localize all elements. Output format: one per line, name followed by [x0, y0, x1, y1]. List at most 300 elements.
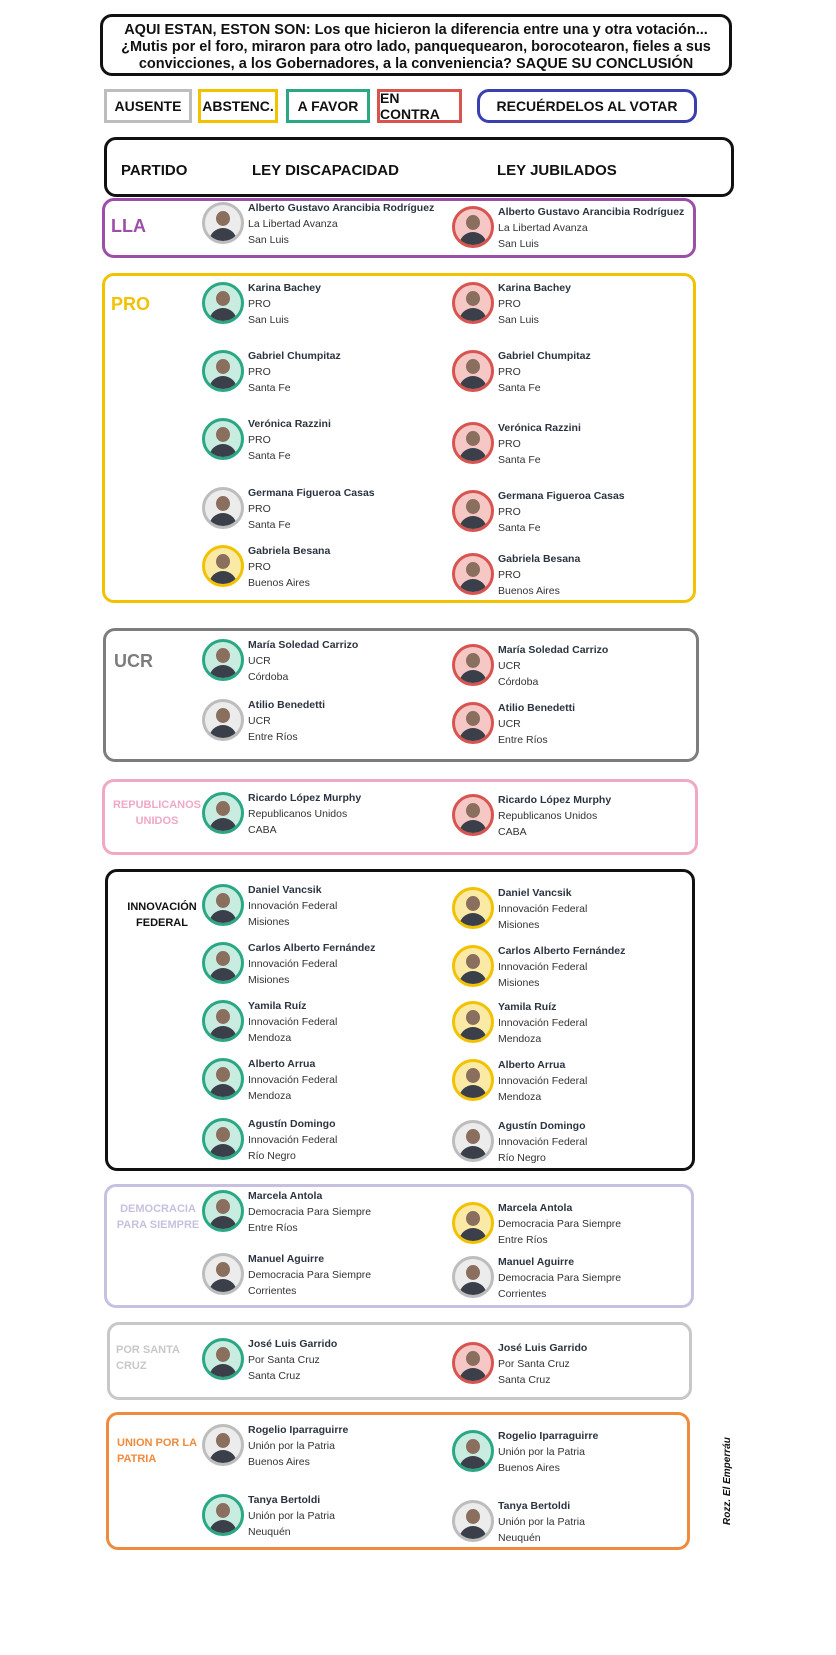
- avatar-head-shape: [466, 1265, 480, 1280]
- legislator-name: Germana Figueroa Casas: [248, 487, 375, 499]
- legislator-name: Tanya Bertoldi: [498, 1500, 571, 1512]
- avatar: [452, 282, 494, 324]
- legislator-party: PRO: [498, 569, 521, 581]
- legislator-name: Manuel Aguirre: [498, 1256, 575, 1268]
- legislator-info: [248, 416, 331, 464]
- legislator-info: [248, 485, 375, 533]
- legislator-info: [498, 885, 587, 933]
- legislator-info: [248, 940, 375, 988]
- avatar-body-shape: [459, 1085, 487, 1101]
- avatar-head-shape: [216, 1433, 230, 1448]
- avatar: [202, 1494, 244, 1536]
- legislator-card-discapacidad: [202, 1251, 462, 1307]
- legislator-name: Carlos Alberto Fernández: [248, 942, 376, 954]
- avatar: [452, 553, 494, 595]
- legislator-province: Santa Fe: [498, 454, 541, 466]
- avatar-body-shape: [209, 1216, 237, 1232]
- avatar-head-shape: [216, 1503, 230, 1518]
- avatar: [452, 644, 494, 686]
- avatar-head-shape: [216, 708, 230, 723]
- avatar: [202, 699, 244, 741]
- legislator-party: Unión por la Patria: [498, 1516, 585, 1528]
- avatar-head-shape: [466, 215, 480, 230]
- legend-ausente: [104, 89, 192, 123]
- legislator-name: Gabriel Chumpitaz: [498, 350, 591, 362]
- legislator-card-discapacidad: [202, 1336, 462, 1392]
- legislator-card-discapacidad: [202, 1056, 462, 1112]
- legislator-info: [248, 1188, 371, 1236]
- legend-a-favor-label: A FAVOR: [297, 98, 359, 114]
- avatar-body-shape: [209, 1144, 237, 1160]
- avatar: [202, 418, 244, 460]
- avatar: [452, 206, 494, 248]
- avatar-body-shape: [459, 670, 487, 686]
- legislator-province: Santa Fe: [248, 382, 291, 394]
- legislator-card-discapacidad: [202, 637, 462, 693]
- legislator-party: UCR: [498, 660, 521, 672]
- legislator-province: CABA: [248, 824, 277, 836]
- avatar: [452, 1059, 494, 1101]
- avatar: [202, 1338, 244, 1380]
- avatar: [202, 1424, 244, 1466]
- legislator-province: Misiones: [248, 916, 290, 928]
- avatar-head-shape: [216, 801, 230, 816]
- legislator-province: Entre Ríos: [248, 1222, 298, 1234]
- avatar-body-shape: [459, 448, 487, 464]
- headline-text: AQUI ESTAN, ESTON SON: Los que hicieron la diferencia entre una y otra votación... ¿Mutis por el foro, miraron para otro lado, panquequearon, borocotearon, fieles a sus convicciones, a los Gobernadores, a la conveniencia? SAQUE SU CONCLUSIÓN: [121, 22, 711, 72]
- legislator-name: Karina Bachey: [248, 282, 321, 294]
- legislator-info: [498, 999, 587, 1047]
- avatar: [202, 282, 244, 324]
- legislator-province: San Luis: [498, 238, 539, 250]
- legislator-name: Karina Bachey: [498, 282, 571, 294]
- legislator-party: Republicanos Unidos: [248, 808, 348, 820]
- avatar-body-shape: [459, 913, 487, 929]
- legislator-info: [498, 420, 581, 468]
- avatar-body-shape: [459, 971, 487, 987]
- avatar-body-shape: [209, 665, 237, 681]
- legislator-party: UCR: [498, 718, 521, 730]
- avatar-head-shape: [216, 1262, 230, 1277]
- avatar-head-shape: [216, 1347, 230, 1362]
- legislator-info: [498, 488, 625, 536]
- avatar: [202, 1118, 244, 1160]
- avatar-head-shape: [216, 1127, 230, 1142]
- legislator-province: Buenos Aires: [498, 585, 560, 597]
- legislator-card-jubilados: [452, 885, 712, 941]
- avatar-head-shape: [466, 711, 480, 726]
- legislator-name: Gabriela Besana: [248, 545, 331, 557]
- legislator-party: Republicanos Unidos: [498, 810, 598, 822]
- legislator-party: Innovación Federal: [248, 1074, 338, 1086]
- legislator-party: PRO: [248, 298, 271, 310]
- legislator-card-jubilados: [452, 700, 712, 756]
- avatar-head-shape: [466, 291, 480, 306]
- legislator-info: [248, 637, 358, 685]
- avatar: [452, 1202, 494, 1244]
- party-label-pro: PRO: [111, 294, 151, 314]
- legislator-name: Alberto Gustavo Arancibia Rodríguez: [498, 206, 685, 218]
- column-ley-jubilados: LEY JUBILADOS: [497, 162, 617, 179]
- avatar-body-shape: [209, 1364, 237, 1380]
- avatar: [202, 1058, 244, 1100]
- legislator-name: Atilio Benedetti: [498, 702, 576, 714]
- legislator-party: Unión por la Patria: [498, 1446, 585, 1458]
- legislator-card-jubilados: [452, 280, 712, 336]
- legislator-card-jubilados: [452, 1428, 712, 1484]
- legislator-party: Innovación Federal: [498, 961, 588, 973]
- legislator-info: [498, 204, 684, 252]
- legislator-province: Santa Fe: [498, 522, 541, 534]
- avatar-head-shape: [466, 653, 480, 668]
- avatar-body-shape: [209, 1084, 237, 1100]
- avatar: [202, 1000, 244, 1042]
- legislator-info: [248, 790, 361, 838]
- legend-recuerdelos-label: RECUÉRDELOS AL VOTAR: [496, 98, 678, 114]
- avatar-body-shape: [209, 910, 237, 926]
- legislator-name: Daniel Vancsik: [248, 884, 322, 896]
- legislator-card-discapacidad: [202, 1188, 462, 1244]
- legislator-card-discapacidad: [202, 280, 462, 336]
- legislator-card-discapacidad: [202, 416, 462, 472]
- legislator-name: Gabriela Besana: [498, 553, 581, 565]
- legislator-province: Santa Fe: [248, 450, 291, 462]
- legislator-province: Santa Fe: [498, 382, 541, 394]
- avatar-body-shape: [459, 1027, 487, 1043]
- legislator-card-jubilados: [452, 642, 712, 698]
- avatar: [452, 702, 494, 744]
- legislator-info: [498, 280, 571, 328]
- legislator-province: Misiones: [498, 919, 540, 931]
- legislator-party: Innovación Federal: [498, 903, 588, 915]
- legislator-name: Germana Figueroa Casas: [498, 490, 625, 502]
- party-label-santa-cruz: POR SANTA CRUZ: [116, 1344, 180, 1372]
- avatar: [452, 350, 494, 392]
- legislator-province: Entre Ríos: [498, 1234, 548, 1246]
- avatar: [202, 202, 244, 244]
- legislator-party: Democracia Para Siempre: [498, 1218, 622, 1230]
- avatar: [202, 942, 244, 984]
- legislator-party: Democracia Para Siempre: [248, 1206, 372, 1218]
- legislator-card-discapacidad: [202, 998, 462, 1054]
- legislator-card-discapacidad: [202, 1492, 462, 1548]
- avatar: [452, 490, 494, 532]
- legislator-party: PRO: [498, 366, 521, 378]
- avatar: [452, 1430, 494, 1472]
- legislator-card-jubilados: [452, 999, 712, 1055]
- legislator-party: UCR: [248, 715, 271, 727]
- avatar-body-shape: [209, 228, 237, 244]
- headline-box: [100, 14, 732, 76]
- legislator-card-discapacidad: [202, 543, 462, 599]
- legislator-info: [498, 1254, 621, 1302]
- legend-abstenc-label: ABSTENC.: [202, 98, 274, 114]
- legislator-name: Yamila Ruíz: [248, 1000, 307, 1012]
- legislator-party: Innovación Federal: [248, 1016, 338, 1028]
- legend-recuerdelos: [477, 89, 697, 123]
- avatar-body-shape: [209, 1450, 237, 1466]
- legislator-name: Yamila Ruíz: [498, 1001, 557, 1013]
- legislator-card-jubilados: [452, 420, 712, 476]
- legislator-province: Neuquén: [498, 1532, 541, 1544]
- legislator-province: Misiones: [498, 977, 540, 989]
- legislator-province: Mendoza: [498, 1091, 542, 1103]
- avatar-body-shape: [459, 376, 487, 392]
- legislator-name: Gabriel Chumpitaz: [248, 350, 341, 362]
- avatar-body-shape: [209, 1026, 237, 1042]
- legislator-info: [248, 1056, 337, 1104]
- legislator-name: Alberto Arrua: [498, 1059, 566, 1071]
- column-ley-discapacidad: LEY DISCAPACIDAD: [252, 162, 399, 179]
- legislator-province: San Luis: [498, 314, 539, 326]
- avatar-head-shape: [216, 1009, 230, 1024]
- legislator-province: Entre Ríos: [248, 731, 298, 743]
- legislator-card-jubilados: [452, 1340, 712, 1396]
- legislator-info: [498, 1428, 598, 1476]
- legislator-info: [248, 882, 337, 930]
- legislator-info: [248, 697, 325, 745]
- avatar: [202, 1253, 244, 1295]
- legislator-card-jubilados: [452, 1498, 712, 1554]
- avatar-head-shape: [466, 1509, 480, 1524]
- legislator-info: [248, 998, 337, 1046]
- avatar-body-shape: [209, 571, 237, 587]
- legislator-name: José Luis Garrido: [248, 1338, 338, 1350]
- legislator-name: Rogelio Iparraguirre: [248, 1424, 349, 1436]
- legislator-province: Santa Fe: [248, 519, 291, 531]
- legislator-name: Verónica Razzini: [498, 422, 581, 434]
- legislator-card-discapacidad: [202, 1116, 462, 1172]
- legislator-province: Misiones: [248, 974, 290, 986]
- legislator-card-jubilados: [452, 792, 712, 848]
- legislator-card-discapacidad: [202, 697, 462, 753]
- avatar-head-shape: [466, 1068, 480, 1083]
- signature: Rozz. El Emperráu: [722, 1437, 733, 1525]
- legislator-card-jubilados: [452, 1118, 712, 1174]
- legislator-province: Buenos Aires: [498, 1462, 560, 1474]
- legislator-party: Innovación Federal: [248, 900, 338, 912]
- legislator-province: Entre Ríos: [498, 734, 548, 746]
- column-partido: PARTIDO: [121, 162, 188, 179]
- avatar-head-shape: [216, 211, 230, 226]
- avatar: [452, 1120, 494, 1162]
- avatar-head-shape: [466, 1439, 480, 1454]
- avatar-body-shape: [209, 1520, 237, 1536]
- legislator-info: [248, 1336, 337, 1384]
- avatar: [202, 545, 244, 587]
- legislator-name: Daniel Vancsik: [498, 887, 572, 899]
- legislator-party: Innovación Federal: [498, 1136, 588, 1148]
- legislator-party: Innovación Federal: [498, 1075, 588, 1087]
- legislator-name: Marcela Antola: [248, 1190, 323, 1202]
- avatar-body-shape: [459, 579, 487, 595]
- avatar-head-shape: [466, 954, 480, 969]
- avatar-body-shape: [209, 725, 237, 741]
- legislator-info: [498, 1118, 587, 1166]
- avatar-body-shape: [459, 1282, 487, 1298]
- legislator-info: [248, 1492, 335, 1540]
- legislator-card-jubilados: [452, 943, 712, 999]
- avatar: [452, 794, 494, 836]
- avatar: [452, 422, 494, 464]
- avatar-body-shape: [459, 516, 487, 532]
- avatar-head-shape: [466, 1129, 480, 1144]
- avatar-head-shape: [216, 893, 230, 908]
- party-label-republicanos: REPUBLICANOS UNIDOS: [112, 799, 201, 827]
- legislator-party: UCR: [248, 655, 271, 667]
- party-label-democracia: DEMOCRACIA PARA SIEMPRE: [116, 1203, 200, 1231]
- legislator-name: Carlos Alberto Fernández: [498, 945, 626, 957]
- legislator-info: [498, 943, 625, 991]
- legislator-party: Innovación Federal: [248, 958, 338, 970]
- avatar-body-shape: [459, 1456, 487, 1472]
- legislator-card-jubilados: [452, 348, 712, 404]
- avatar-head-shape: [466, 1010, 480, 1025]
- legislator-info: [498, 348, 591, 396]
- avatar: [202, 639, 244, 681]
- legislator-info: [498, 1057, 587, 1105]
- legislator-name: Ricardo López Murphy: [498, 794, 612, 806]
- avatar-head-shape: [216, 1067, 230, 1082]
- legislator-name: Agustín Domingo: [248, 1118, 336, 1130]
- legislator-party: PRO: [248, 503, 271, 515]
- legislator-province: Buenos Aires: [248, 1456, 310, 1468]
- legislator-province: Santa Cruz: [248, 1370, 301, 1382]
- legislator-party: PRO: [248, 434, 271, 446]
- avatar-head-shape: [466, 1211, 480, 1226]
- legislator-card-discapacidad: [202, 790, 462, 846]
- legislator-name: Verónica Razzini: [248, 418, 331, 430]
- avatar-head-shape: [216, 291, 230, 306]
- avatar-body-shape: [209, 444, 237, 460]
- legislator-province: Santa Cruz: [498, 1374, 551, 1386]
- legislator-name: Agustín Domingo: [498, 1120, 586, 1132]
- party-label-lla: LLA: [111, 216, 146, 236]
- legislator-party: Unión por la Patria: [248, 1440, 335, 1452]
- avatar-body-shape: [459, 1526, 487, 1542]
- legislator-party: La Libertad Avanza: [498, 222, 588, 234]
- legislator-card-discapacidad: [202, 485, 462, 541]
- legislator-province: Neuquén: [248, 1526, 291, 1538]
- avatar: [202, 792, 244, 834]
- legislator-card-jubilados: [452, 204, 712, 260]
- legislator-info: [248, 1422, 348, 1470]
- legislator-card-jubilados: [452, 1200, 712, 1256]
- avatar-body-shape: [459, 232, 487, 248]
- legislator-province: Río Negro: [248, 1150, 296, 1162]
- legislator-province: San Luis: [248, 234, 289, 246]
- avatar: [452, 1256, 494, 1298]
- avatar-body-shape: [459, 728, 487, 744]
- avatar-head-shape: [466, 562, 480, 577]
- party-label-upp: UNION POR LA PATRIA: [117, 1437, 197, 1465]
- avatar-body-shape: [209, 376, 237, 392]
- avatar-body-shape: [459, 1146, 487, 1162]
- legislator-card-jubilados: [452, 488, 712, 544]
- legislator-province: Corrientes: [498, 1288, 547, 1300]
- legislator-province: San Luis: [248, 314, 289, 326]
- avatar-head-shape: [466, 803, 480, 818]
- legislator-info: [498, 551, 580, 599]
- legislator-party: Democracia Para Siempre: [248, 1269, 372, 1281]
- legislator-info: [248, 280, 321, 328]
- avatar-head-shape: [216, 1199, 230, 1214]
- avatar-head-shape: [466, 499, 480, 514]
- avatar-body-shape: [459, 1368, 487, 1384]
- avatar-body-shape: [459, 308, 487, 324]
- legend-en-contra-label: EN CONTRA: [380, 90, 440, 122]
- legislator-card-jubilados: [452, 1057, 712, 1113]
- avatar: [202, 487, 244, 529]
- legend-a-favor: [286, 89, 370, 123]
- legislator-province: Corrientes: [248, 1285, 297, 1297]
- avatar-head-shape: [216, 951, 230, 966]
- legislator-province: CABA: [498, 826, 527, 838]
- legend-en-contra: [377, 89, 462, 123]
- legislator-name: Marcela Antola: [498, 1202, 573, 1214]
- legislator-party: Por Santa Cruz: [248, 1354, 320, 1366]
- avatar: [452, 887, 494, 929]
- avatar: [452, 945, 494, 987]
- legislator-card-discapacidad: [202, 348, 462, 404]
- avatar-head-shape: [466, 431, 480, 446]
- avatar: [452, 1001, 494, 1043]
- legislator-party: Por Santa Cruz: [498, 1358, 570, 1370]
- legend-abstenc: [198, 89, 278, 123]
- legislator-info: [498, 792, 611, 840]
- avatar: [202, 884, 244, 926]
- legislator-name: Rogelio Iparraguirre: [498, 1430, 599, 1442]
- legislator-party: Unión por la Patria: [248, 1510, 335, 1522]
- avatar: [202, 350, 244, 392]
- legislator-name: Atilio Benedetti: [248, 699, 326, 711]
- column-header-box: [104, 137, 734, 197]
- legislator-card-discapacidad: [202, 1422, 462, 1478]
- avatar-head-shape: [466, 359, 480, 374]
- legislator-name: Tanya Bertoldi: [248, 1494, 321, 1506]
- avatar-head-shape: [216, 496, 230, 511]
- avatar-body-shape: [209, 308, 237, 324]
- avatar: [452, 1500, 494, 1542]
- legislator-card-discapacidad: [202, 200, 462, 256]
- avatar-head-shape: [216, 359, 230, 374]
- legislator-province: Río Negro: [498, 1152, 546, 1164]
- legislator-name: Ricardo López Murphy: [248, 792, 362, 804]
- legislator-card-jubilados: [452, 1254, 712, 1310]
- legislator-party: Innovación Federal: [248, 1134, 338, 1146]
- legislator-party: Democracia Para Siempre: [498, 1272, 622, 1284]
- avatar-head-shape: [216, 554, 230, 569]
- legislator-party: PRO: [248, 366, 271, 378]
- avatar-head-shape: [216, 427, 230, 442]
- legislator-province: Buenos Aires: [248, 577, 310, 589]
- legislator-name: María Soledad Carrizo: [498, 644, 609, 656]
- legislator-party: La Libertad Avanza: [248, 218, 338, 230]
- legislator-party: PRO: [498, 506, 521, 518]
- avatar-body-shape: [459, 820, 487, 836]
- legislator-name: Alberto Gustavo Arancibia Rodríguez: [248, 202, 435, 214]
- party-label-ucr: UCR: [114, 651, 153, 671]
- legislator-info: [248, 543, 330, 591]
- legislator-party: PRO: [248, 561, 271, 573]
- avatar-head-shape: [216, 648, 230, 663]
- avatar-body-shape: [209, 968, 237, 984]
- legislator-info: [498, 1498, 585, 1546]
- avatar-body-shape: [209, 818, 237, 834]
- legislator-name: Manuel Aguirre: [248, 1253, 325, 1265]
- legislator-party: PRO: [498, 298, 521, 310]
- legislator-card-jubilados: [452, 551, 712, 607]
